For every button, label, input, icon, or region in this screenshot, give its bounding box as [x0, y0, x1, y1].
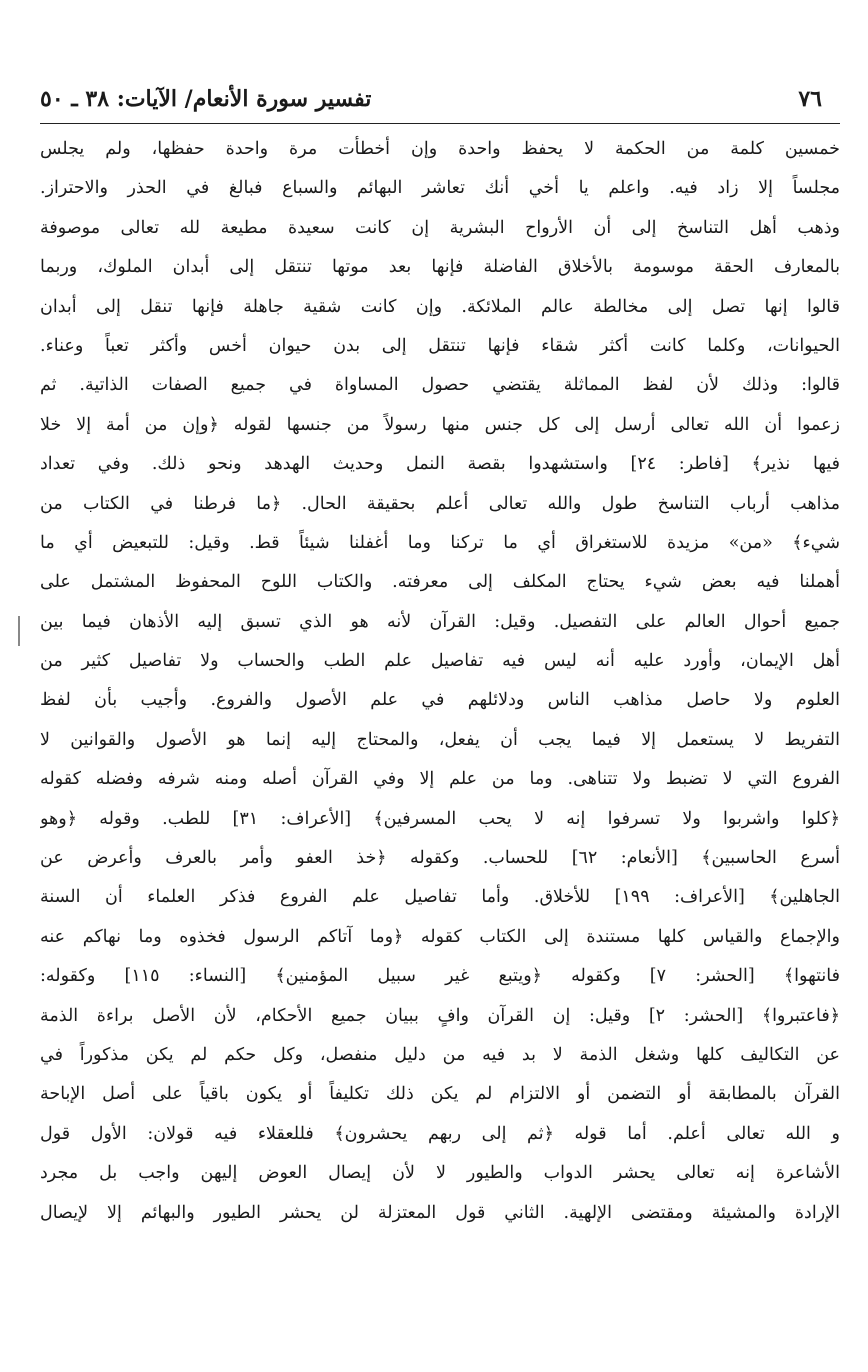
- page: [40, 86, 840, 1223]
- text-line: أسرع الحاسبين﴾ [الأنعام: ٦٢] للحساب. وكقوله ﴿خذ العفو وأمر بالعرف وأعرض عن: [40, 848, 840, 869]
- text-line: عن التكاليف كلها وشغل الذمة لا بد فيه من دليل منفصل، وكل حكم لم يكن مذكوراً في: [40, 1044, 840, 1065]
- text-line: قالوا: وذلك لأن لفظ المماثلة يقتضي حصول المساواة في جميع الصفات الذاتية. ثم: [40, 375, 840, 396]
- text-line: زعموا أن الله تعالى أرسل إلى كل جنس منها رسولاً من جنسها لقوله ﴿وإن من أمة إلا خلا: [40, 414, 840, 435]
- text-line: الأشاعرة إنه تعالى يحشر الدواب والطيور لا لأن إيصال العوض إليهن واجب بل مجرد: [40, 1163, 840, 1184]
- text-line: فانتهوا﴾ [الحشر: ٧] وكقوله ﴿ويتبع غير سبيل المؤمنين﴾ [النساء: ١١٥] وكقوله:: [40, 966, 840, 987]
- page-number: ٧٦: [798, 86, 822, 112]
- body-text: [40, 130, 840, 1233]
- text-line: القرآن بالمطابقة أو التضمن أو الالتزام لم يكن ذلك تكليفاً أو يكون باقياً على أصل الإباحة: [40, 1084, 840, 1105]
- text-line: أهملنا فيه بعض شيء يحتاج المكلف إلى معرفته. والكتاب اللوح المحفوظ المشتمل على: [40, 572, 840, 593]
- text-line: ﴿فاعتبروا﴾ [الحشر: ٢] وقيل: إن القرآن وافٍ ببيان جميع الأحكام، لأن الأصل براءة الذمة: [40, 1005, 840, 1026]
- running-header: [40, 86, 840, 122]
- text-line: جميع أحوال العالم على التفصيل. وقيل: القرآن لأنه هو الذي تسبق إليه الأذهان فيما بين: [40, 611, 840, 632]
- text-line: الإرادة والمشيئة ومقتضى الإلهية. الثاني قول المعتزلة لن يحشر الطيور والبهائم إلا لإيصال: [40, 1202, 840, 1223]
- text-line: والإجماع والقياس كلها مستندة إلى الكتاب كقوله ﴿وما آتاكم الرسول فخذوه وما نهاكم عنه: [40, 926, 840, 947]
- text-line: و الله تعالى أعلم. أما قوله ﴿ثم إلى ربهم يحشرون﴾ فللعقلاء فيه قولان: الأول قول: [40, 1123, 840, 1144]
- text-line: وذهب أهل التناسخ إلى أن الأرواح البشرية إن كانت سعيدة مطيعة لله تعالى موصوفة: [40, 217, 840, 238]
- header-rule: [40, 123, 840, 124]
- margin-mark: [18, 616, 20, 646]
- text-line: التفريط لا يستعمل إلا فيما يجب أن يفعل، والمحتاج إليه إنما هو الأصول والقوانين لا: [40, 729, 840, 750]
- text-line: الحيوانات، وكلما كانت أكثر شقاء فإنها تنتقل إلى بدن حيوان أخس وأكثر تعباً وعناء.: [40, 335, 840, 356]
- text-line: أهل الإيمان، وأورد عليه أنه ليس فيه تفاصيل علم الطب والحساب ولا تفاصيل كثير من: [40, 651, 840, 672]
- text-line: مجلساً إلا زاد فيه. واعلم يا أخي أنك تعاشر البهائم والسباع فبالغ في الحذر والاحتراز.: [40, 178, 840, 199]
- text-line: شيء﴾ «من» مزيدة للاستغراق أي ما تركنا وما أغفلنا شيئاً قط. وقيل: للتبعيض أي ما: [40, 532, 840, 553]
- text-line: ﴿كلوا واشربوا ولا تسرفوا إنه لا يحب المسرفين﴾ [الأعراف: ٣١] للطب. وقوله ﴿وهو: [40, 808, 840, 829]
- text-line: قالوا إنها تصل إلى مخالطة عالم الملائكة. وإن كانت شقية جاهلة فإنها تنقل إلى أبدان: [40, 296, 840, 317]
- text-line: فيها نذير﴾ [فاطر: ٢٤] واستشهدوا بقصة النمل وحديث الهدهد ونحو ذلك. وفي تعداد: [40, 454, 840, 475]
- text-line: بالمعارف الحقة موسومة بالأخلاق الفاضلة فإنها بعد موتها تنتقل إلى أبدان الملوك، وربما: [40, 257, 840, 278]
- text-line: الجاهلين﴾ [الأعراف: ١٩٩] للأخلاق. وأما تفاصيل علم الفروع فذكر العلماء أن السنة: [40, 887, 840, 908]
- running-header-title: تفسير سورة الأنعام/ الآيات: ٣٨ ـ ٥٠: [40, 86, 372, 112]
- text-line: مذاهب أرباب التناسخ طول والله تعالى أعلم بحقيقة الحال. ﴿ما فرطنا في الكتاب من: [40, 493, 840, 514]
- text-line: الفروع التي لا تضبط ولا تتناهى. وما من علم إلا وفي القرآن أصله ومنه شرفه وفضله كقوله: [40, 769, 840, 790]
- text-line: خمسين كلمة من الحكمة لا يحفظ واحدة وإن أخطأت مرة واحدة حفظها، ولم يجلس: [40, 139, 840, 159]
- text-line: العلوم ولا حاصل مذاهب الناس ودلائلهم في علم الأصول والفروع. وأجيب بأن لفظ: [40, 690, 840, 711]
